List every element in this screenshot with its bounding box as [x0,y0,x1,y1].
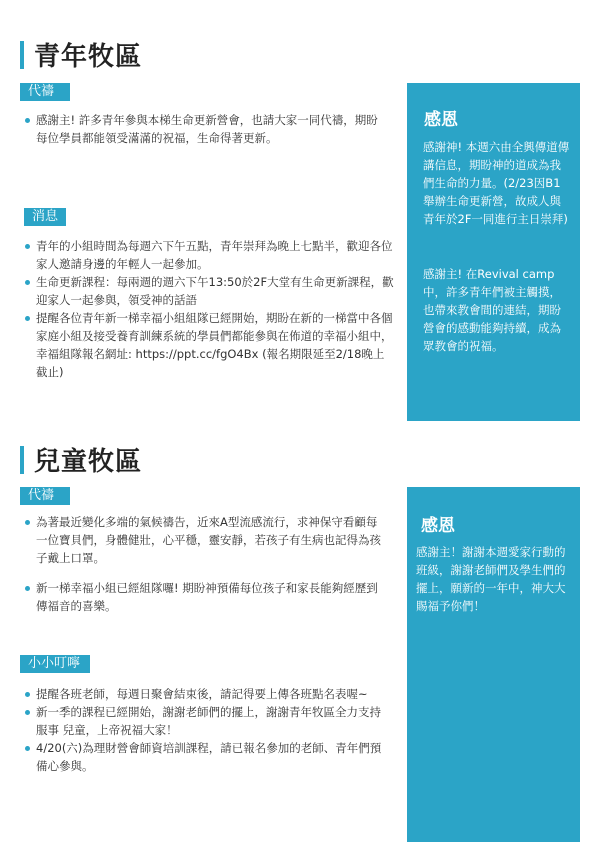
youth-news-tag: 消息 [24,208,66,226]
children-title: 兒童牧區 [34,447,143,477]
title-accent-bar [20,446,24,474]
children-reminder-tag: 小小叮嚀 [20,655,90,673]
children-thanks-text: 感謝主！謝謝本週愛家行動的班級，謝謝老師們及學生們的擺上，願新的一年中，神大大賜福予你們！ [416,545,566,613]
youth-prayer-list [24,111,386,147]
list-item: 新一季的課程已經開始，謝謝老師們的擺上，謝謝青年牧區全力支持服事 兒童，上帝祝福大家！ [24,703,386,739]
list-item: 感謝主! 許多青年參與本梯生命更新營會，也請大家一同代禱，期盼每位學員都能領受滿滿的祝福，生命得著更新。 [24,111,386,147]
youth-prayer-tag: 代禱 [20,83,70,101]
youth-thanks-text-1: 感謝神! 本週六由全興傳道傳講信息，期盼神的道成為我們生命的力量。(2/23因B1舉辦生命更新營，故成人與青年於2F一同進行主日崇拜) [423,140,570,226]
list-item: 生命更新課程：每兩週的週六下午13:50於2F大堂有生命更新課程，歡迎家人一起參與，領受神的話語 [24,273,394,309]
youth-title: 青年牧區 [34,42,143,72]
children-thanks-panel [407,487,580,842]
youth-thanks-panel [407,83,580,421]
list-item: 提醒各位青年新一梯幸福小組組隊已經開始，期盼在新的一梯當中各個家庭小組及接受養育訓練系統的學員們都能參與在佈道的幸福小組中，幸福組隊報名網址: https://ppt.cc/fgO4Bx (報名期限延至2/18晚上截止) [24,309,394,381]
youth-thanks-text-2: 感謝主! 在Revival camp中，許多青年們被主觸摸，也帶來教會間的連結，期盼營會的感動能夠持續，成為眾教會的祝福。 [423,267,561,353]
list-item: 提醒各班老師，每週日聚會結束後，請記得要上傳各班點名表喔~ [24,685,386,703]
youth-news-list [24,237,394,381]
youth-thanks-title: 感恩 [424,110,458,130]
title-accent-bar [20,41,24,69]
youth-section-title [20,36,142,73]
children-prayer-tag: 代禱 [20,487,70,505]
children-section-title [20,441,142,478]
list-item: 4/20(六)為理財營會師資培訓課程，請已報名參加的老師、青年們預備心參與。 [24,739,386,775]
children-reminder-list [24,685,386,775]
list-item: 為著最近變化多端的氣候禱告，近來A型流感流行，求神保守看顧每一位寶貝們，身體健壯，心平穩，靈安靜，若孩子有生病也記得為孩子戴上口罩。 [24,513,386,567]
list-item: 新一梯幸福小組已經組隊囉! 期盼神預備每位孩子和家長能夠經歷到傳福音的喜樂。 [24,579,386,615]
children-prayer-list [24,513,386,615]
list-item: 青年的小組時間為每週六下午五點，青年崇拜為晚上七點半，歡迎各位家人邀請身邊的年輕人一起參加。 [24,237,394,273]
children-thanks-title: 感恩 [421,516,455,536]
